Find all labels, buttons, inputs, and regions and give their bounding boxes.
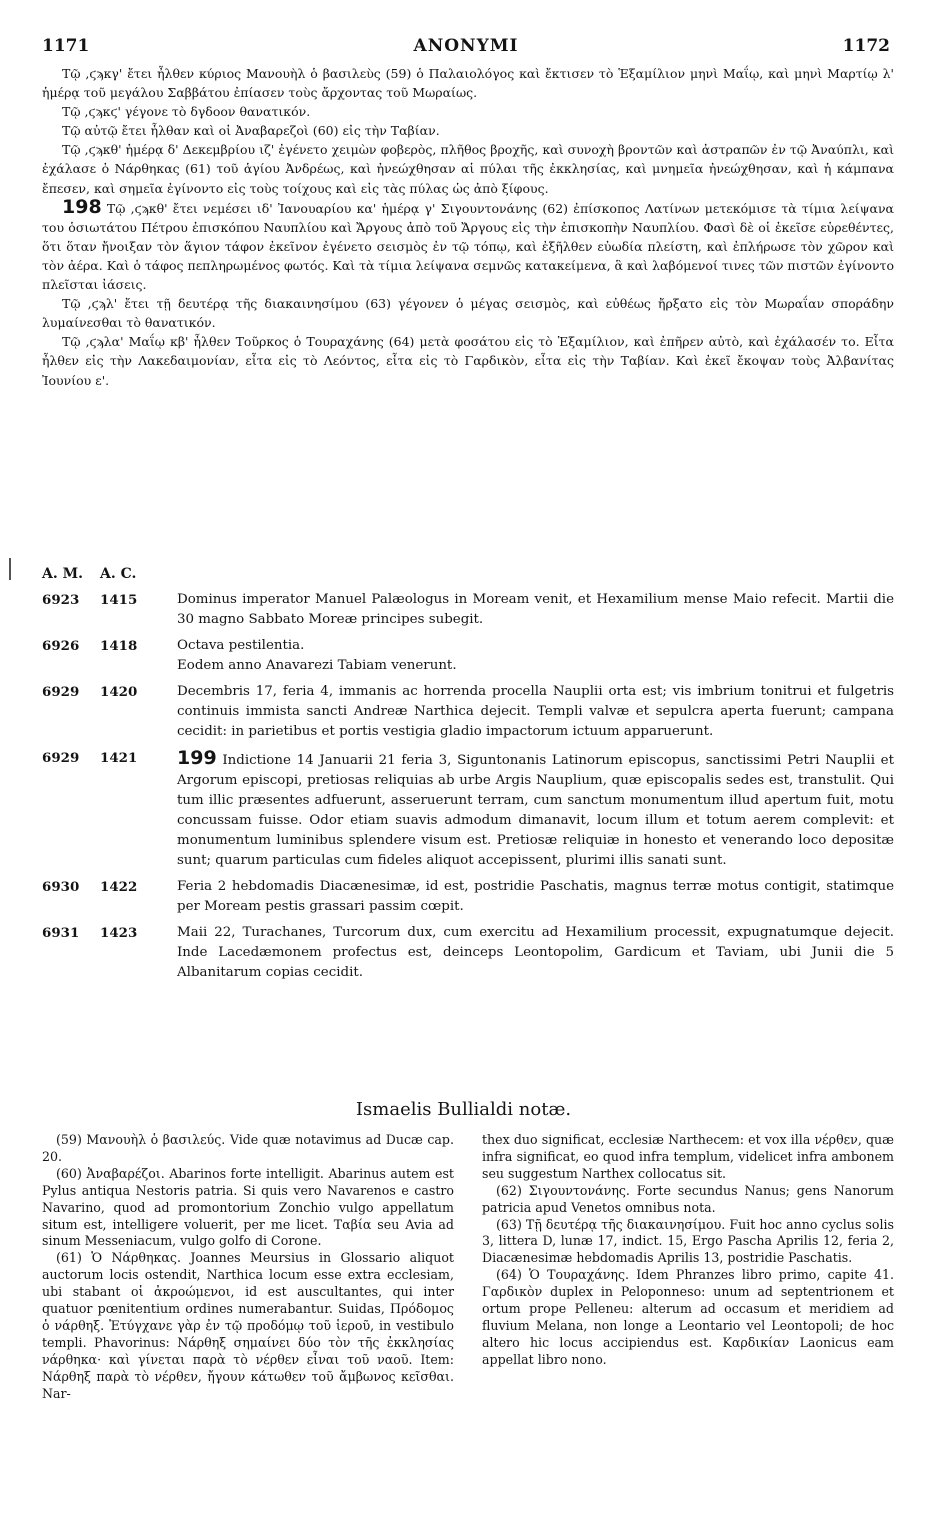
greek-paragraph: Τῷ ,ϛϡλα' Μαΐῳ κβ' ἦλθεν Τοῦρκος ὁ Τουραχάνης (64) μετὰ φοσάτου εἰς τὸ Ἑξαμίλιον, καὶ ἐπῆρεν αὐτὸ, καὶ ἐχάλασέν το. Εἶτα ἦλθεν εἰς τὴν Λακεδαιμονίαν, εἶτα εἰς τὸ Λεόντος, εἶτα εἰς τὸ Γαρδικὸν, εἶτα εἰς τὴν Ταβίαν. Καὶ ἐκεῖ ἔκοψαν τοὺς Ἀλβανίτας Ἰουνίου ε'. xyxy=(42,334,894,388)
greek-paragraph: Τῷ ,ϛϡκθ' ἡμέρᾳ δ' Δεκεμβρίου ιζ' ἐγένετο χειμὼν φοβερὸς, πλῆθος βροχῆς, καὶ συνοχὴ βροντῶν καὶ ἀστραπῶν ἐν τῷ Ἀναύπλι, καὶ ἐχάλασε ὁ Νάρθηκας (61) τοῦ ἁγίου Ἀνδρέως, καὶ ἠνεώχθησαν αἱ πύλαι τῆς ἐκκλησίας, καὶ μνημεῖα ἠνεώχθησαν, καὶ ἡ κάμπανα ἔπεσεν, καὶ σημεῖα ἐγίνοντο εἰς τοὺς τοίχους καὶ εἰς τὰς πύλας ὡς ἀπὸ ξίφους. xyxy=(42,142,894,196)
notes-column-left xyxy=(42,1132,454,1403)
greek-paragraph: Τῷ ,ϛϡκγ' ἔτει ἦλθεν κύριος Μανουὴλ ὁ βασιλεὺς (59) ὁ Παλαιολόγος καὶ ἔκτισεν τὸ Ἑξαμίλιον μηνὶ Μαΐῳ, καὶ μηνὶ Μαρτίῳ λ' ἡμέρᾳ τοῦ μεγάλου Σαββάτου ἐπίασεν τοὺς ἄρχοντας τοῦ Μωραίως. xyxy=(42,66,894,101)
greek-paragraph: Τῷ ,ϛϡλ' ἔτει τῇ δευτέρᾳ τῆς διακαινησίμου (63) γέγονεν ὁ μέγας σεισμὸς, καὶ εὐθέως ἤρξατο εἰς τὸν Μωραΐαν σποράδην λυμαίνεσθαι τὸ θανατικόν. xyxy=(42,296,894,331)
entry-line xyxy=(177,682,894,742)
note-paragraph: (61) Ὁ Νάρθηκας. Joannes Meursius in Glossario aliquot auctorum locis ostendit, Narthica locum esse extra ecclesiam, ubi stabant οἱ ἀκροώμενοι, id est auscultantes, qui inter quatuor pœnitentium ordines numerabantur. Suidas, Πρόδομος ὁ νάρθηξ. Ἐτύγχανε γὰρ ἐν τῷ προδόμῳ τοῦ ἱεροῦ, in vestibulo templi. Phavorinus: Νάρθηξ σημαίνει δύο τὸν τῆς ἐκκλησίας νάρθηκα· καὶ γίνεται παρὰ τὸ νέρθεν εἶναι τοῦ ναοῦ. Item: Νάρθηξ παρὰ τὸ νέρθεν, ἤγουν κάτωθεν τοῦ ἄμβωνος κεῖσθαι. Nar- xyxy=(42,1250,454,1401)
column-marker: 198 xyxy=(62,195,102,218)
anno-mundi-header: A. M. xyxy=(42,566,83,582)
chronology-entry xyxy=(42,923,894,983)
note-paragraph: (63) Τῇ δευτέρᾳ τῆς διακαινησίμου. Fuit hoc anno cyclus solis 3, littera D, lunæ 17, indict. 15, Ergo Pascha Aprilis 12, feria 2, Diacænesimæ hebdomadis Aprilis 13, postridie Paschatis. xyxy=(482,1216,894,1266)
anno-mundi-value: 6926 xyxy=(42,638,80,654)
running-header xyxy=(42,36,890,58)
anno-christi-value: 1415 xyxy=(100,592,138,608)
notes-column-right xyxy=(482,1132,894,1369)
greek-paragraph-marked xyxy=(42,195,894,294)
note-paragraph: (59) Μανουὴλ ὁ βασιλεύς. Vide quæ notavimus ad Ducæ cap. 20. xyxy=(42,1132,454,1164)
entry-text xyxy=(177,877,894,917)
entry-line-text: Maii 22, Turachanes, Turcorum dux, cum exercitu ad Hexamilium processit, expugnatumque dejecit. Inde Lacedæmonem profectus est, deinceps Leontopolim, Gardicum et Taviam, ubi Junii die 5 Albanitarum copias cecidit. xyxy=(177,925,894,980)
greek-paragraph: Τῷ ,ϛϡκϛ' γέγονε τὸ δγδοον θανατικόν. xyxy=(62,104,311,120)
entry-line xyxy=(177,748,894,871)
scan-artifact-line xyxy=(9,558,11,580)
anno-mundi-value: 6929 xyxy=(42,684,80,700)
chronology-entry xyxy=(42,590,894,630)
entry-line-text: Indictione 14 Januarii 21 feria 3, Siguntonanis Latinorum episcopus, sanctissimi Petri Nauplii et Argorum episcopi, pretiosas reliquias ab urbe Argis Nauplium, quæ episcopalis sedes est, transtulit. Qui tum illic præsentes adfuerunt, asseruerunt terram, cum sanctum monumentum illud apertum fuit, motu concussam fuisse. Odor etiam suavis admodum dimanavit, locum illum et totum aerem complevit: et monumentum luminibus splendere visum est. Pretiosæ reliquiæ in honesto et venerando loco depositæ sunt; quarum particulas cum fideles aliquot accepissent, plurimi illis sanati sunt. xyxy=(177,753,894,868)
page-number-left: 1171 xyxy=(42,36,90,56)
entry-line-text: Octava pestilentia. xyxy=(177,638,305,653)
entry-text xyxy=(177,682,894,742)
entry-line xyxy=(177,636,894,656)
entry-line-text: Decembris 17, feria 4, immanis ac horrenda procella Nauplii orta est; vis imbrium tonitrui et fulgetris continuis immista sancti Andreæ Narthica dejecit. Templi valvæ et sepulcra aperta fuerunt; campana cecidit: in parietibus et portis vestigia gladio impactorum ictuum apparuerunt. xyxy=(177,684,894,739)
chronology-entry xyxy=(42,748,894,871)
page-number-right: 1172 xyxy=(842,36,890,56)
anno-christi-value: 1421 xyxy=(100,750,138,766)
greek-paragraph: Τῷ αὐτῷ ἔτει ἦλθαν καὶ οἱ Ἀναβαρεζοὶ (60) εἰς τὴν Ταβίαν. xyxy=(62,123,440,139)
anno-mundi-value: 6931 xyxy=(42,925,80,941)
entry-line-text: Eodem anno Anavarezi Tabiam venerunt. xyxy=(177,658,457,673)
chronology-entry xyxy=(42,636,894,676)
entry-line xyxy=(177,590,894,630)
greek-chronicle-text xyxy=(42,64,894,390)
note-paragraph: thex duo significat, ecclesiæ Narthecem: et vox illa νέρθεν, quæ infra significat, eo quod infra templum, videlicet infra ambonem seu suggestum Narthex collocatus sit. xyxy=(482,1132,894,1181)
note-paragraph: (62) Σιγουντονάνης. Forte secundus Nanus; gens Nanorum patricia apud Venetos omnibus nota. xyxy=(482,1182,894,1215)
entry-text xyxy=(177,748,894,871)
notes-heading: Ismaelis Bullialdi notæ. xyxy=(355,1099,572,1120)
entry-text xyxy=(177,590,894,630)
greek-paragraph-text: Τῷ ,ϛϡκθ' ἔτει νεμέσει ιδ' Ἰανουαρίου κα' ἡμέρᾳ γ' Σιγουντονάνης (62) ἐπίσκοπος Λατίνων μετεκόμισε τὰ τίμια λείψανα του ὁσιωτάτου Πέτρου ἐπισκόπου Ναυπλίου καὶ Ἄργους ἀπὸ τοῦ Ἄργους εἰς τὴν ἐπισκοπὴν Ναυπλίου. Φασὶ δὲ οἱ ἐκεῖσε εὑρεθέντες, ὅτι ὅταν ἤνοιξαν τὸν ἅγιον τάφον ἐκεῖνον ἐγένετο σεισμὸς ἐν τῷ τόπῳ, καὶ ἐξῆλθεν εὐωδία πλείστη, καὶ ἐπλήρωσε τὸν χῶρον καὶ τὸν ἀέρα. Καὶ ὁ τάφος πεπληρωμένος φωτός. Καὶ τὰ τίμια λείψανα σεμνῶς κατακείμενα, ἃ καὶ λαβόμενοί τινες τῶν πιστῶν ἐγίνοντο πλεῖσται ἰάσεις. xyxy=(42,200,894,293)
note-paragraph: (64) Ὁ Τουραχάνης. Idem Phranzes libro primo, capite 41. Γαρδικὸν duplex in Peloponneso: unum ad septentrionem et ortum prope Pelleneu: alterum ad occasum et meridiem ad fluvium Melana, non longe a Leontario vel Leontopoli; de hoc altero hic locus accipiendus est. Καρδικίαν Laonicus eam appellat libro nono. xyxy=(482,1267,894,1367)
entry-line-text: Feria 2 hebdomadis Diacænesimæ, id est, postridie Paschatis, magnus terræ motus contigit, statimque per Moream pestis grassari passim cœpit. xyxy=(177,879,894,914)
column-marker: 199 xyxy=(177,747,217,769)
running-title: ANONYMI xyxy=(413,36,519,56)
entry-text xyxy=(177,636,894,676)
year-column-headers xyxy=(42,566,136,582)
entry-line xyxy=(177,656,894,676)
anno-christi-value: 1418 xyxy=(100,638,138,654)
anno-mundi-value: 6930 xyxy=(42,879,80,895)
anno-mundi-value: 6929 xyxy=(42,750,80,766)
latin-translation xyxy=(42,590,894,989)
entry-line xyxy=(177,923,894,983)
chronology-entry xyxy=(42,877,894,917)
anno-christi-value: 1422 xyxy=(100,879,138,895)
anno-christi-value: 1420 xyxy=(100,684,138,700)
entry-line xyxy=(177,877,894,917)
entry-text xyxy=(177,923,894,983)
entry-line-text: Dominus imperator Manuel Palæologus in Moream venit, et Hexamilium mense Maio refecit. Martii die 30 magno Sabbato Moreæ principes subegit. xyxy=(177,592,894,627)
note-paragraph: (60) Ἀναβαρέζοι. Abarinos forte intelligit. Abarinus autem est Pylus antiqua Nestoris patria. Si quis vero Navarenos e castro Navarino, quod ad promontorium Zonchio vulgo appellatum situm est, intelligere voluerit, per me licet. Ταβία seu Avia ad sinum Messeniacum, vulgo golfo di Corone. xyxy=(42,1165,454,1249)
anno-mundi-value: 6923 xyxy=(42,592,80,608)
chronology-entry xyxy=(42,682,894,742)
anno-christi-header: A. C. xyxy=(100,566,137,582)
anno-christi-value: 1423 xyxy=(100,925,138,941)
